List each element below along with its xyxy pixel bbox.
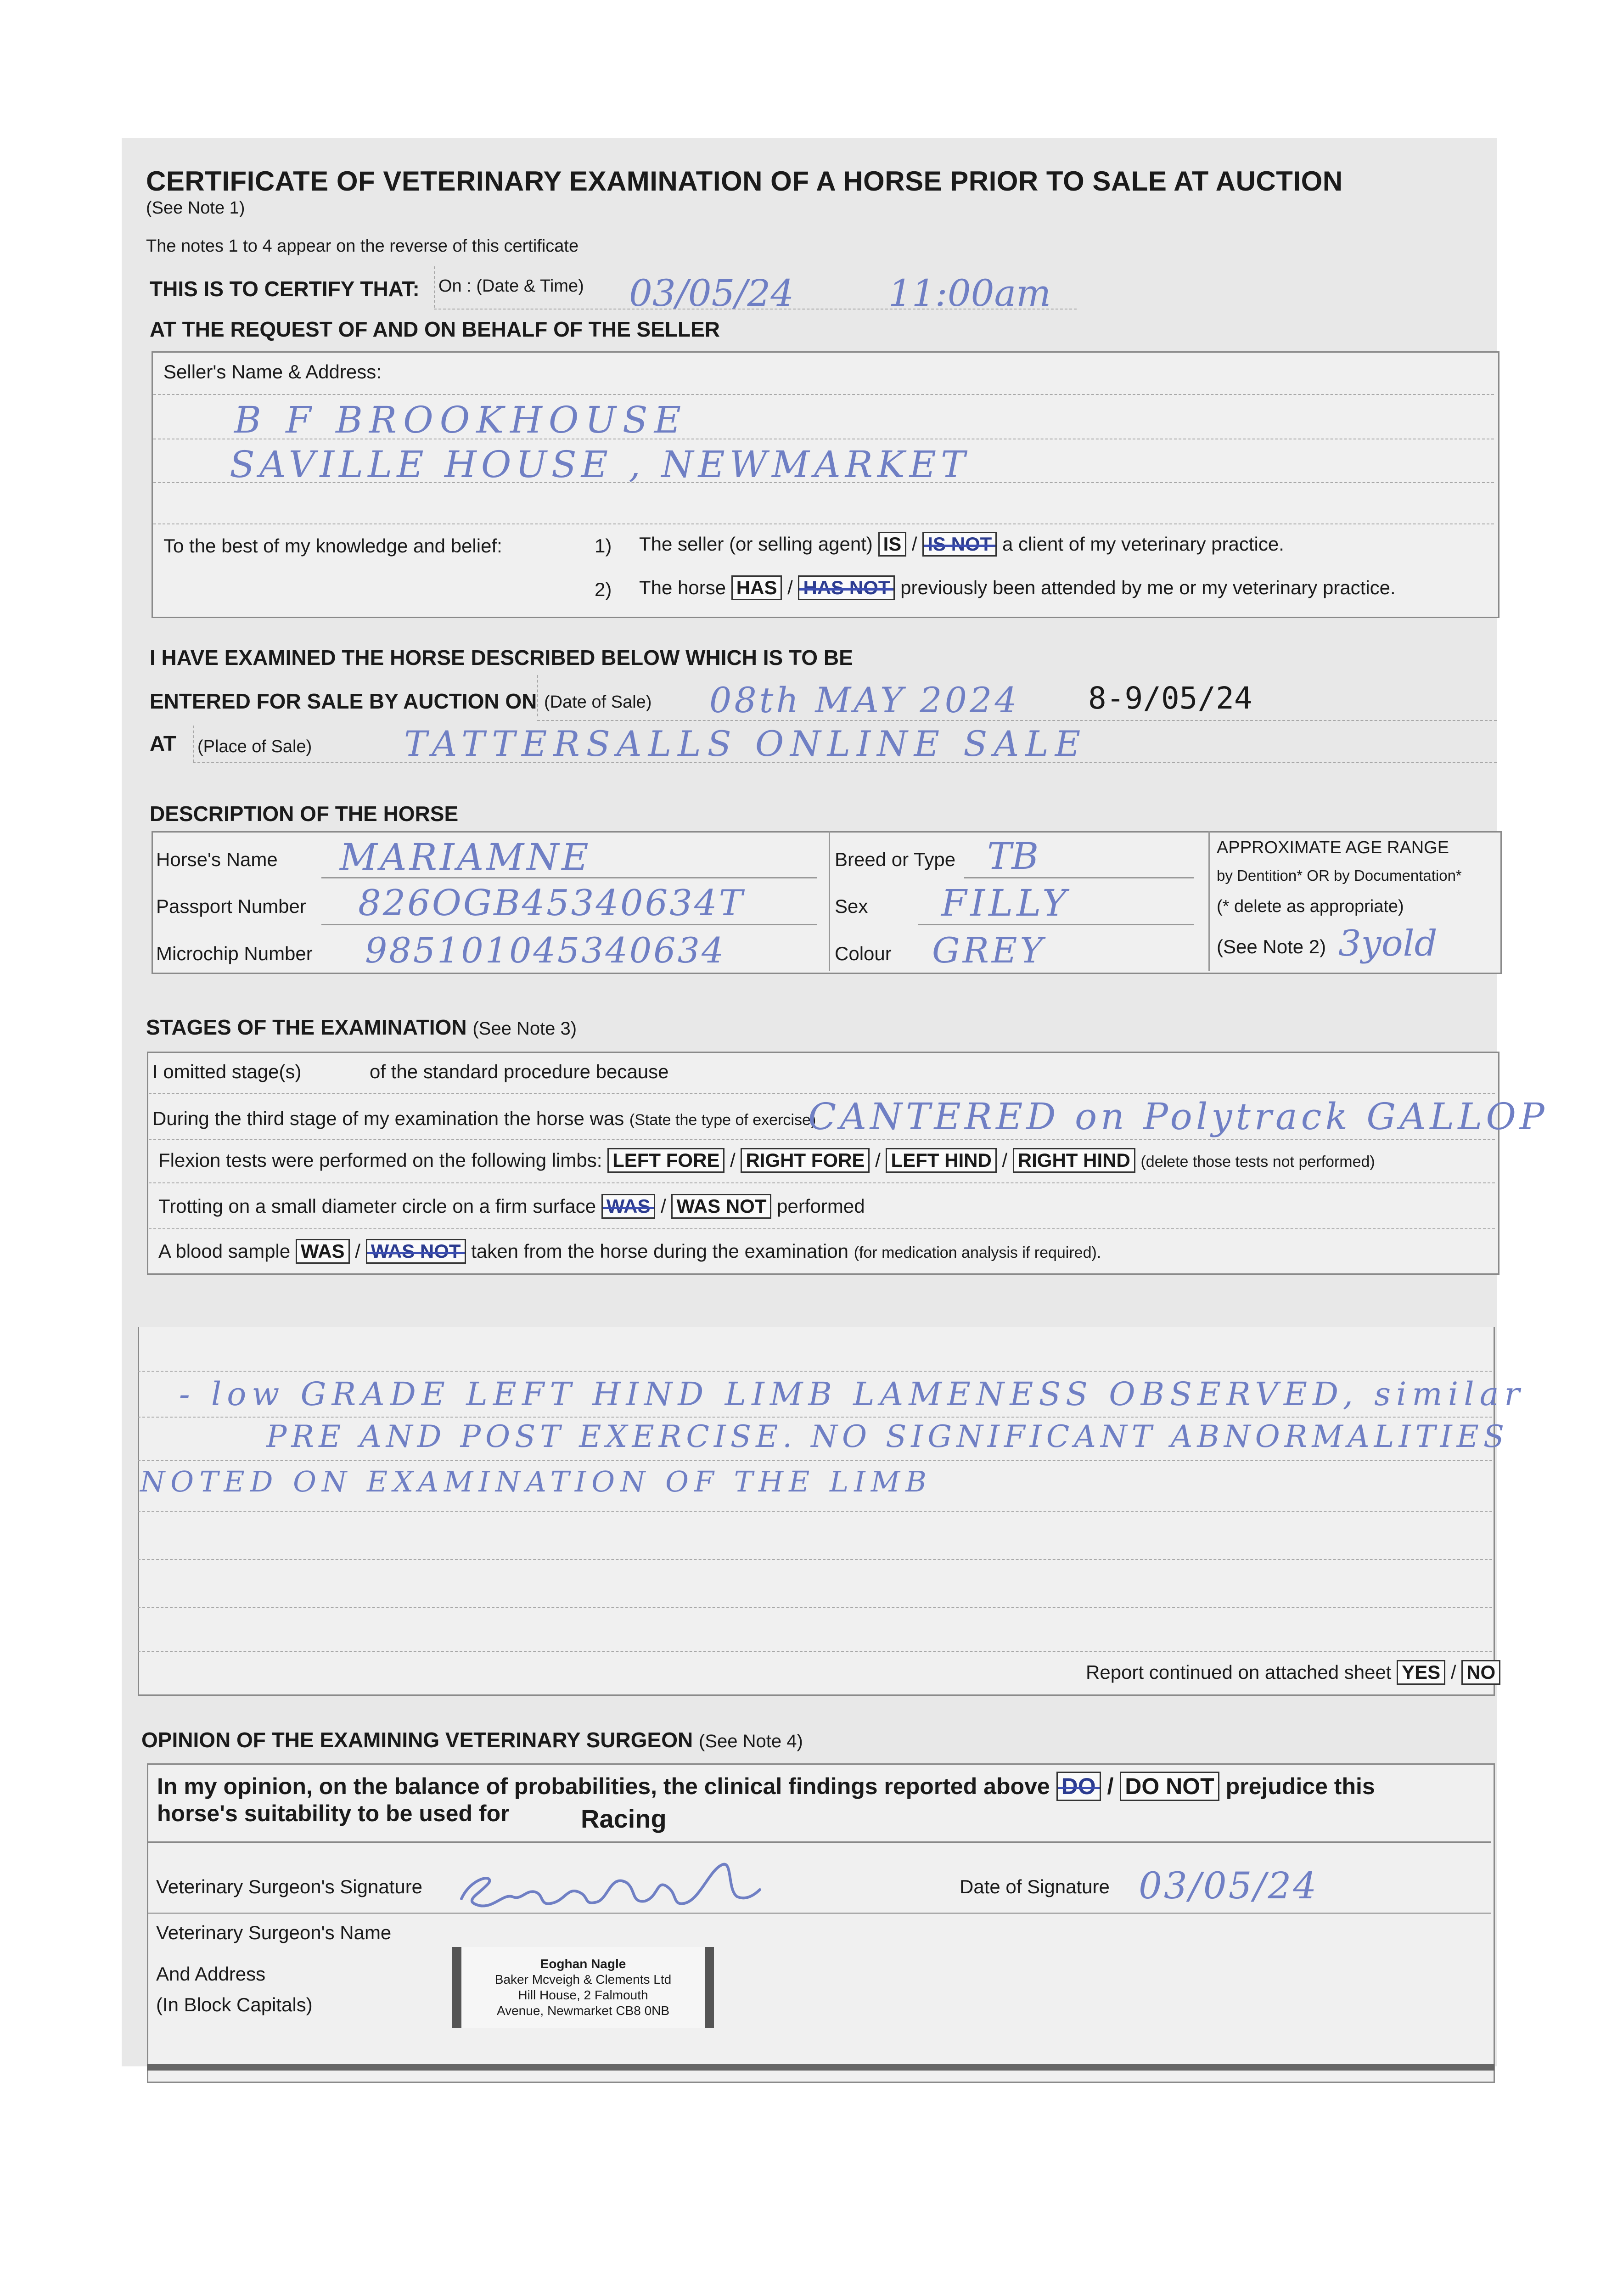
option-is[interactable]: IS [878,532,907,557]
blood-post: taken from the horse during the examination [471,1240,849,1262]
colour-value[interactable]: GREY [932,930,1046,971]
sale-heading: I HAVE EXAMINED THE HORSE DESCRIBED BELOW WHICH IS TO BE [150,646,853,670]
age-value[interactable]: 3yold [1338,923,1438,964]
report-line [138,1559,1492,1560]
signature-label: Veterinary Surgeon's Signature [156,1876,423,1897]
third-stage-note: (State the type of exercise) [629,1111,816,1129]
report-line [138,1417,1492,1418]
item2-post: previously been attended by me or my veterinary practice. [900,577,1396,598]
report-line [138,1371,1492,1372]
exercise-value[interactable]: CANTERED on Polytrack GALLOP [808,1095,1548,1138]
report-line-3[interactable]: NOTED ON EXAMINATION OF THE LIMB [140,1465,932,1498]
horse-name-label: Horse's Name [156,849,278,870]
omitted-post: of the standard procedure because [370,1061,669,1082]
exam-date-value[interactable]: 03/05/24 [629,272,794,315]
seller-client-statement: The seller (or selling agent) IS / IS NOT a client of my veterinary practice. [639,532,1284,557]
breed-label: Breed or Type [835,849,956,870]
report-line [138,1511,1492,1512]
stages-heading [146,1015,577,1040]
place-divider [193,726,194,762]
at-label: AT [150,732,176,755]
microchip-label: Microchip Number [156,943,313,964]
stamp-practice: Baker Mcveigh & Clements Ltd [494,1972,672,1986]
trot-was-not-option[interactable]: WAS NOT [671,1194,771,1219]
certify-divider [434,266,435,308]
stages-row-line [149,1182,1495,1183]
bottom-bar [147,2064,1494,2071]
opinion-heading [141,1728,803,1752]
report-continued: Report continued on attached sheet YES / NO [1086,1660,1500,1685]
seller-name-value[interactable]: B F BROOKHOUSE [234,399,688,441]
vet-address-label: And Address [156,1963,266,1985]
desc-col-divider [1208,831,1210,971]
exam-time-value[interactable]: 11:00am [888,272,1051,315]
limb-left-hind[interactable]: LEFT HIND [886,1148,996,1173]
blood-note: (for medication analysis if required). [854,1244,1101,1261]
date-underline [434,309,1077,310]
passport-label: Passport Number [156,895,306,917]
certify-label: THIS IS TO CERTIFY THAT: [150,277,420,301]
limb-right-fore[interactable]: RIGHT FORE [741,1148,870,1173]
date-signature-label: Date of Signature [960,1876,1110,1897]
third-stage-text: During the third stage of my examination the horse was [152,1108,624,1129]
place-of-sale-label: (Place of Sale) [197,737,312,756]
breed-value[interactable]: TB [987,835,1039,878]
on-date-label: On : (Date & Time) [438,276,584,296]
sale-date-underline [537,720,1497,721]
stages-row-line [149,1228,1495,1229]
stamp-name: Eoghan Nagle [540,1957,626,1971]
flexion-row: Flexion tests were performed on the following limbs: LEFT FORE / RIGHT FORE / LEFT HIND / RIGHT HIND (delete those tests not performed) [158,1148,1375,1173]
entered-label: ENTERED FOR SALE BY AUCTION ON [150,689,537,713]
vet-address-stamp [452,1947,714,2028]
opinion-statement: In my opinion, on the balance of probabilities, the clinical findings reported above DO / DO NOT prejudice this [157,1772,1375,1801]
blood-was-not-option[interactable]: WAS NOT [366,1239,466,1264]
opinion-line-2: horse's suitability to be used for [157,1801,510,1826]
vet-signature [452,1851,764,1919]
opinion-text: In my opinion, on the balance of probabilities, the clinical findings reported above [157,1773,1050,1799]
report-line [138,1607,1492,1608]
item2-pre: The horse [639,577,726,598]
date-signature-value[interactable]: 03/05/24 [1139,1864,1319,1907]
age-by-label: by Dentition* OR by Documentation* [1217,867,1462,884]
age-range-heading: APPROXIMATE AGE RANGE [1217,838,1449,857]
colour-label: Colour [835,943,892,964]
option-has-not[interactable]: HAS NOT [798,575,895,600]
limb-left-fore[interactable]: LEFT FORE [607,1148,724,1173]
opinion-heading-note: (See Note 4) [699,1731,803,1751]
blood-label: A blood sample [158,1240,291,1262]
notes-reverse: The notes 1 to 4 appear on the reverse of this certificate [146,236,579,256]
horse-name-value[interactable]: MARIAMNE [340,836,591,878]
continued-no[interactable]: NO [1461,1660,1500,1685]
certificate-title: CERTIFICATE OF VETERINARY EXAMINATION OF A HORSE PRIOR TO SALE AT AUCTION [146,166,1343,197]
blood-row: A blood sample WAS / WAS NOT taken from the horse during the examination (for medication analysis if required). [158,1239,1101,1264]
sale-divider [537,675,538,716]
option-is-not[interactable]: IS NOT [922,532,997,557]
stages-heading-text: STAGES OF THE EXAMINATION [146,1015,467,1039]
breed-underline [964,877,1194,878]
knowledge-label: To the best of my knowledge and belief: [163,535,502,557]
sex-value[interactable]: FILLY [941,882,1071,924]
trotting-label: Trotting on a small diameter circle on a firm surface [158,1195,596,1217]
blood-was-option[interactable]: WAS [296,1239,350,1264]
intended-use-value[interactable]: Racing [581,1804,667,1833]
seller-label: Seller's Name & Address: [163,361,382,383]
description-heading: DESCRIPTION OF THE HORSE [150,802,459,826]
trotting-post: performed [777,1195,865,1217]
age-note-label: (See Note 2) [1217,936,1326,957]
stages-row-line [149,1139,1495,1140]
report-line [138,1460,1492,1461]
request-label: AT THE REQUEST OF AND ON BEHALF OF THE SELLER [150,317,720,341]
seller-row-line [153,523,1494,524]
opinion-heading-text: OPINION OF THE EXAMINING VETERINARY SURGEON [141,1728,693,1752]
age-delete-note: (* delete as appropriate) [1217,897,1404,916]
desc-col-divider [829,831,830,971]
seller-row-line [153,482,1494,483]
item1-pre: The seller (or selling agent) [639,533,873,555]
sex-underline [918,924,1194,925]
report-line [138,1651,1492,1652]
item2-number: 2) [595,579,612,600]
seller-row-line [153,394,1494,395]
stages-row-line [149,1093,1495,1094]
sex-label: Sex [835,895,868,917]
name-underline [321,877,817,878]
third-stage-label [152,1108,816,1130]
item1-number: 1) [595,535,612,557]
trot-was-option[interactable]: WAS [601,1194,656,1219]
signature-row-line [148,1913,1491,1914]
report-continued-label: Report continued on attached sheet [1086,1661,1392,1683]
stamp-address-2: Avenue, Newmarket CB8 0NB [496,2003,670,2018]
microchip-value[interactable]: 985101045340634 [365,930,726,971]
seller-address-value[interactable]: SAVILLE HOUSE , NEWMARKET [230,443,970,486]
trotting-row: Trotting on a small diameter circle on a firm surface WAS / WAS NOT performed [158,1194,865,1219]
continued-yes[interactable]: YES [1397,1660,1445,1685]
passport-value[interactable]: 826OGB45340634T [358,883,745,924]
report-line-2[interactable]: PRE AND POST EXERCISE. NO SIGNIFICANT ABNORMALITIES [266,1419,1509,1454]
sale-place-value[interactable]: TATTERSALLS ONLINE SALE [404,723,1087,764]
vet-name-label: Veterinary Surgeon's Name [156,1922,392,1943]
stages-heading-note: (See Note 3) [472,1019,577,1039]
sale-date-typed[interactable]: 8-9/05/24 [1088,681,1252,716]
flexion-note: (delete those tests not performed) [1140,1153,1375,1171]
report-line-1[interactable]: - low GRADE LEFT HIND LIMB LAMENESS OBSERVED, similar [179,1375,1525,1413]
passport-underline [321,924,817,925]
opinion-do-option[interactable]: DO [1056,1772,1101,1801]
item1-post: a client of my veterinary practice. [1002,533,1284,555]
horse-attended-statement: The horse HAS / HAS NOT previously been attended by me or my veterinary practice. [639,575,1396,600]
opinion-divider [148,1841,1491,1843]
stamp-address-1: Hill House, 2 Falmouth [518,1988,648,2002]
opinion-do-not-option[interactable]: DO NOT [1120,1772,1219,1801]
limb-right-hind[interactable]: RIGHT HIND [1013,1148,1135,1173]
see-note-1: (See Note 1) [146,198,245,218]
date-of-sale-label: (Date of Sale) [544,692,652,712]
block-capitals-label: (In Block Capitals) [156,1994,313,2015]
sale-place-underline [193,762,1497,763]
omitted-label: I omitted stage(s) [152,1061,302,1082]
flexion-label: Flexion tests were performed on the following limbs: [158,1149,602,1171]
opinion-text-post: prejudice this [1225,1773,1375,1799]
option-has[interactable]: HAS [731,575,782,600]
sale-date-value[interactable]: 08th MAY 2024 [709,680,1020,720]
